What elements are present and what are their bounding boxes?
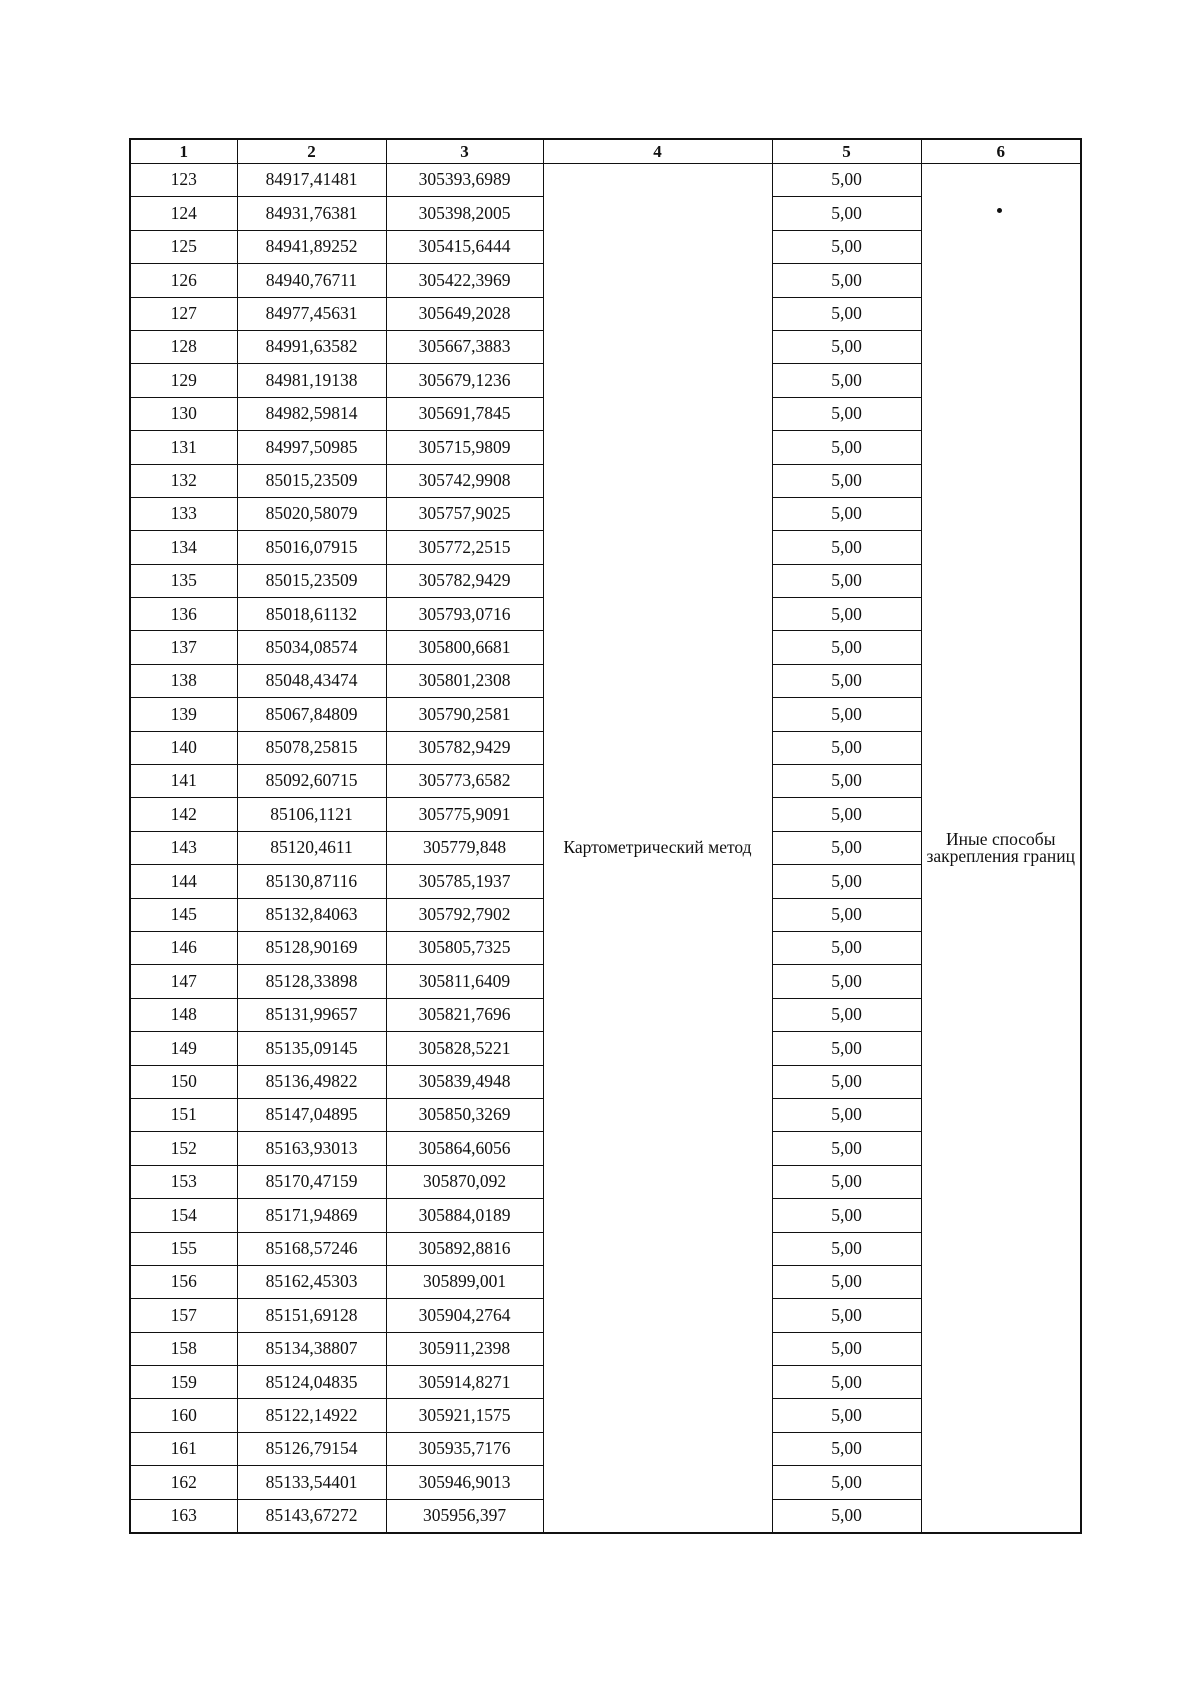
y-coordinate-cell: 305782,9429 (386, 564, 543, 597)
x-coordinate-cell: 85092,60715 (237, 765, 386, 798)
y-coordinate-cell: 305773,6582 (386, 765, 543, 798)
y-coordinate-cell: 305805,7325 (386, 931, 543, 964)
accuracy-cell: 5,00 (772, 397, 921, 430)
point-number-cell: 142 (130, 798, 237, 831)
point-number-cell: 163 (130, 1499, 237, 1533)
accuracy-cell: 5,00 (772, 464, 921, 497)
y-coordinate-cell: 305884,0189 (386, 1199, 543, 1232)
x-coordinate-cell: 85168,57246 (237, 1232, 386, 1265)
x-coordinate-cell: 85034,08574 (237, 631, 386, 664)
point-number-cell: 130 (130, 397, 237, 430)
accuracy-cell: 5,00 (772, 698, 921, 731)
column-header-3: 3 (386, 139, 543, 164)
accuracy-cell: 5,00 (772, 965, 921, 998)
bullet-mark (997, 208, 1002, 213)
x-coordinate-cell: 85016,07915 (237, 531, 386, 564)
point-number-cell: 137 (130, 631, 237, 664)
point-number-cell: 129 (130, 364, 237, 397)
point-number-cell: 150 (130, 1065, 237, 1098)
table-row (130, 164, 1081, 197)
x-coordinate-cell: 85171,94869 (237, 1199, 386, 1232)
accuracy-cell: 5,00 (772, 865, 921, 898)
y-coordinate-cell: 305839,4948 (386, 1065, 543, 1098)
point-number-cell: 125 (130, 230, 237, 263)
x-coordinate-cell: 84941,89252 (237, 230, 386, 263)
y-coordinate-cell: 305715,9809 (386, 431, 543, 464)
point-number-cell: 141 (130, 765, 237, 798)
accuracy-cell: 5,00 (772, 1165, 921, 1198)
y-coordinate-cell: 305422,3969 (386, 264, 543, 297)
column-header-4: 4 (543, 139, 772, 164)
accuracy-cell: 5,00 (772, 564, 921, 597)
x-coordinate-cell: 84917,41481 (237, 164, 386, 197)
y-coordinate-cell: 305779,848 (386, 831, 543, 864)
point-number-cell: 152 (130, 1132, 237, 1165)
x-coordinate-cell: 85015,23509 (237, 564, 386, 597)
y-coordinate-cell: 305691,7845 (386, 397, 543, 430)
y-coordinate-cell: 305850,3269 (386, 1098, 543, 1131)
y-coordinate-cell: 305667,3883 (386, 330, 543, 363)
column-header-2: 2 (237, 139, 386, 164)
accuracy-cell: 5,00 (772, 264, 921, 297)
point-number-cell: 155 (130, 1232, 237, 1265)
point-number-cell: 143 (130, 831, 237, 864)
point-number-cell: 131 (130, 431, 237, 464)
y-coordinate-cell: 305914,8271 (386, 1366, 543, 1399)
y-coordinate-cell: 305649,2028 (386, 297, 543, 330)
y-coordinate-cell: 305801,2308 (386, 664, 543, 697)
y-coordinate-cell: 305921,1575 (386, 1399, 543, 1432)
method-cell: Картометрический метод (543, 164, 772, 1534)
x-coordinate-cell: 85135,09145 (237, 1032, 386, 1065)
x-coordinate-cell: 85106,1121 (237, 798, 386, 831)
accuracy-cell: 5,00 (772, 297, 921, 330)
x-coordinate-cell: 85126,79154 (237, 1432, 386, 1465)
point-number-cell: 154 (130, 1199, 237, 1232)
x-coordinate-cell: 85122,14922 (237, 1399, 386, 1432)
x-coordinate-cell: 85132,84063 (237, 898, 386, 931)
boundary-coordinates-table (129, 138, 1082, 1534)
y-coordinate-cell: 305904,2764 (386, 1299, 543, 1332)
y-coordinate-cell: 305742,9908 (386, 464, 543, 497)
accuracy-cell: 5,00 (772, 1232, 921, 1265)
accuracy-cell: 5,00 (772, 598, 921, 631)
accuracy-cell: 5,00 (772, 497, 921, 530)
x-coordinate-cell: 85078,25815 (237, 731, 386, 764)
x-coordinate-cell: 85130,87116 (237, 865, 386, 898)
x-coordinate-cell: 85018,61132 (237, 598, 386, 631)
y-coordinate-cell: 305899,001 (386, 1265, 543, 1298)
y-coordinate-cell: 305956,397 (386, 1499, 543, 1533)
point-number-cell: 153 (130, 1165, 237, 1198)
point-number-cell: 157 (130, 1299, 237, 1332)
x-coordinate-cell: 85151,69128 (237, 1299, 386, 1332)
x-coordinate-cell: 85136,49822 (237, 1065, 386, 1098)
x-coordinate-cell: 85143,67272 (237, 1499, 386, 1533)
column-header-5: 5 (772, 139, 921, 164)
header-row (130, 139, 1081, 164)
x-coordinate-cell: 85067,84809 (237, 698, 386, 731)
x-coordinate-cell: 85134,38807 (237, 1332, 386, 1365)
point-number-cell: 134 (130, 531, 237, 564)
accuracy-cell: 5,00 (772, 898, 921, 931)
point-number-cell: 128 (130, 330, 237, 363)
y-coordinate-cell: 305828,5221 (386, 1032, 543, 1065)
accuracy-cell: 5,00 (772, 1399, 921, 1432)
x-coordinate-cell: 84997,50985 (237, 431, 386, 464)
point-number-cell: 148 (130, 998, 237, 1031)
x-coordinate-cell: 85120,4611 (237, 831, 386, 864)
column-header-6: 6 (921, 139, 1081, 164)
x-coordinate-cell: 85133,54401 (237, 1466, 386, 1499)
y-coordinate-cell: 305821,7696 (386, 998, 543, 1031)
x-coordinate-cell: 85170,47159 (237, 1165, 386, 1198)
y-coordinate-cell: 305398,2005 (386, 197, 543, 230)
fixing-method-cell (921, 164, 1081, 1534)
y-coordinate-cell: 305393,6989 (386, 164, 543, 197)
point-number-cell: 127 (130, 297, 237, 330)
y-coordinate-cell: 305911,2398 (386, 1332, 543, 1365)
y-coordinate-cell: 305800,6681 (386, 631, 543, 664)
accuracy-cell: 5,00 (772, 1366, 921, 1399)
point-number-cell: 124 (130, 197, 237, 230)
point-number-cell: 147 (130, 965, 237, 998)
point-number-cell: 138 (130, 664, 237, 697)
accuracy-cell: 5,00 (772, 831, 921, 864)
y-coordinate-cell: 305946,9013 (386, 1466, 543, 1499)
y-coordinate-cell: 305935,7176 (386, 1432, 543, 1465)
point-number-cell: 159 (130, 1366, 237, 1399)
accuracy-cell: 5,00 (772, 1132, 921, 1165)
accuracy-cell: 5,00 (772, 1199, 921, 1232)
y-coordinate-cell: 305793,0716 (386, 598, 543, 631)
point-number-cell: 139 (130, 698, 237, 731)
accuracy-cell: 5,00 (772, 931, 921, 964)
accuracy-cell: 5,00 (772, 431, 921, 464)
accuracy-cell: 5,00 (772, 1098, 921, 1131)
point-number-cell: 132 (130, 464, 237, 497)
x-coordinate-cell: 85048,43474 (237, 664, 386, 697)
y-coordinate-cell: 305782,9429 (386, 731, 543, 764)
y-coordinate-cell: 305892,8816 (386, 1232, 543, 1265)
y-coordinate-cell: 305864,6056 (386, 1132, 543, 1165)
y-coordinate-cell: 305415,6444 (386, 230, 543, 263)
y-coordinate-cell: 305772,2515 (386, 531, 543, 564)
column-header-1: 1 (130, 139, 237, 164)
point-number-cell: 144 (130, 865, 237, 898)
point-number-cell: 146 (130, 931, 237, 964)
accuracy-cell: 5,00 (772, 664, 921, 697)
x-coordinate-cell: 84982,59814 (237, 397, 386, 430)
accuracy-cell: 5,00 (772, 1299, 921, 1332)
x-coordinate-cell: 84931,76381 (237, 197, 386, 230)
accuracy-cell: 5,00 (772, 230, 921, 263)
point-number-cell: 162 (130, 1466, 237, 1499)
accuracy-cell: 5,00 (772, 798, 921, 831)
y-coordinate-cell: 305785,1937 (386, 865, 543, 898)
accuracy-cell: 5,00 (772, 1499, 921, 1533)
x-coordinate-cell: 84981,19138 (237, 364, 386, 397)
x-coordinate-cell: 85128,33898 (237, 965, 386, 998)
accuracy-cell: 5,00 (772, 1432, 921, 1465)
accuracy-cell: 5,00 (772, 1065, 921, 1098)
x-coordinate-cell: 85020,58079 (237, 497, 386, 530)
point-number-cell: 151 (130, 1098, 237, 1131)
accuracy-cell: 5,00 (772, 1466, 921, 1499)
accuracy-cell: 5,00 (772, 330, 921, 363)
point-number-cell: 136 (130, 598, 237, 631)
point-number-cell: 156 (130, 1265, 237, 1298)
y-coordinate-cell: 305792,7902 (386, 898, 543, 931)
accuracy-cell: 5,00 (772, 197, 921, 230)
y-coordinate-cell: 305775,9091 (386, 798, 543, 831)
x-coordinate-cell: 85163,93013 (237, 1132, 386, 1165)
point-number-cell: 133 (130, 497, 237, 530)
accuracy-cell: 5,00 (772, 631, 921, 664)
x-coordinate-cell: 85147,04895 (237, 1098, 386, 1131)
point-number-cell: 126 (130, 264, 237, 297)
y-coordinate-cell: 305811,6409 (386, 965, 543, 998)
x-coordinate-cell: 85015,23509 (237, 464, 386, 497)
table-body (130, 164, 1081, 1534)
accuracy-cell: 5,00 (772, 531, 921, 564)
x-coordinate-cell: 84940,76711 (237, 264, 386, 297)
accuracy-cell: 5,00 (772, 731, 921, 764)
x-coordinate-cell: 84991,63582 (237, 330, 386, 363)
accuracy-cell: 5,00 (772, 1332, 921, 1365)
point-number-cell: 135 (130, 564, 237, 597)
point-number-cell: 123 (130, 164, 237, 197)
accuracy-cell: 5,00 (772, 1032, 921, 1065)
x-coordinate-cell: 85162,45303 (237, 1265, 386, 1298)
y-coordinate-cell: 305870,092 (386, 1165, 543, 1198)
point-number-cell: 158 (130, 1332, 237, 1365)
accuracy-cell: 5,00 (772, 1265, 921, 1298)
x-coordinate-cell: 85124,04835 (237, 1366, 386, 1399)
point-number-cell: 160 (130, 1399, 237, 1432)
accuracy-cell: 5,00 (772, 765, 921, 798)
accuracy-cell: 5,00 (772, 364, 921, 397)
accuracy-cell: 5,00 (772, 164, 921, 197)
fixing-method-label: Иные способы закрепления границ (926, 828, 1075, 866)
x-coordinate-cell: 85131,99657 (237, 998, 386, 1031)
x-coordinate-cell: 84977,45631 (237, 297, 386, 330)
point-number-cell: 140 (130, 731, 237, 764)
point-number-cell: 145 (130, 898, 237, 931)
x-coordinate-cell: 85128,90169 (237, 931, 386, 964)
point-number-cell: 161 (130, 1432, 237, 1465)
y-coordinate-cell: 305757,9025 (386, 497, 543, 530)
y-coordinate-cell: 305790,2581 (386, 698, 543, 731)
accuracy-cell: 5,00 (772, 998, 921, 1031)
y-coordinate-cell: 305679,1236 (386, 364, 543, 397)
point-number-cell: 149 (130, 1032, 237, 1065)
